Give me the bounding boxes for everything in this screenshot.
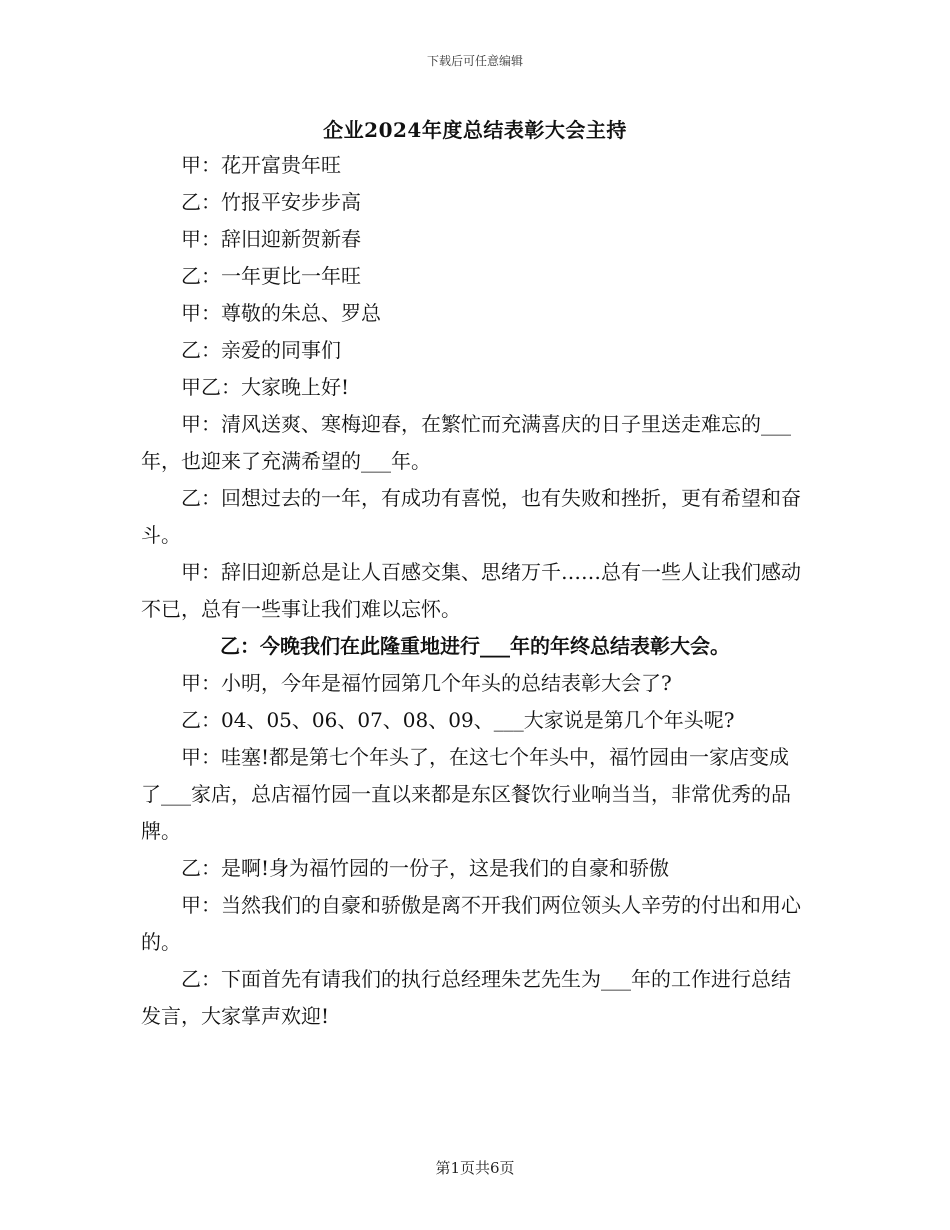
paragraph: 乙：一年更比一年旺 [181, 264, 361, 288]
paragraph: 甲：清风送爽、寒梅迎春，在繁忙而充满喜庆的日子里送走难忘的___年，也迎来了充满希望的___年。 [141, 412, 791, 473]
paragraph: 甲：辞旧迎新总是让人百感交集、思绪万千……总有一些人让我们感动不已，总有一些事让我们难以忘怀。 [141, 560, 801, 621]
paragraph: 乙：回想过去的一年，有成功有喜悦，也有失败和挫折，更有希望和奋斗。 [141, 486, 801, 547]
paragraph: 乙：竹报平安步步高 [181, 190, 361, 214]
paragraph: 甲：花开富贵年旺 [181, 153, 341, 177]
paragraph: 甲：当然我们的自豪和骄傲是离不开我们两位领头人辛劳的付出和用心的。 [141, 893, 801, 954]
paragraph: 乙：下面首先有请我们的执行总经理朱艺先生为___年的工作进行总结发言，大家掌声欢迎! [141, 967, 791, 1028]
paragraph: 甲：哇塞!都是第七个年头了，在这七个年头中，福竹园由一家店变成了___家店，总店福竹园一直以来都是东区餐饮行业响当当，非常优秀的品牌。 [141, 745, 791, 843]
paragraph: 甲：辞旧迎新贺新春 [181, 227, 361, 251]
document-body [141, 147, 809, 1035]
paragraph: 甲乙：大家晚上好! [181, 375, 350, 399]
paragraph: 甲：尊敬的朱总、罗总 [181, 301, 381, 325]
header-note: 下载后可任意编辑 [426, 54, 523, 68]
paragraph: 乙：亲爱的同事们 [181, 338, 341, 362]
highlight-paragraph: 乙：今晚我们在此隆重地进行___年的年终总结表彰大会。 [220, 634, 730, 658]
paragraph: 乙：04、05、06、07、08、09、___大家说是第几个年头呢? [181, 708, 735, 732]
paragraph: 甲：小明，今年是福竹园第几个年头的总结表彰大会了? [181, 671, 672, 695]
paragraph: 乙：是啊!身为福竹园的一份子，这是我们的自豪和骄傲 [181, 856, 670, 880]
page-footer: 第1页共6页 [435, 1159, 515, 1177]
document-title: 企业2024年度总结表彰大会主持 [323, 118, 627, 142]
